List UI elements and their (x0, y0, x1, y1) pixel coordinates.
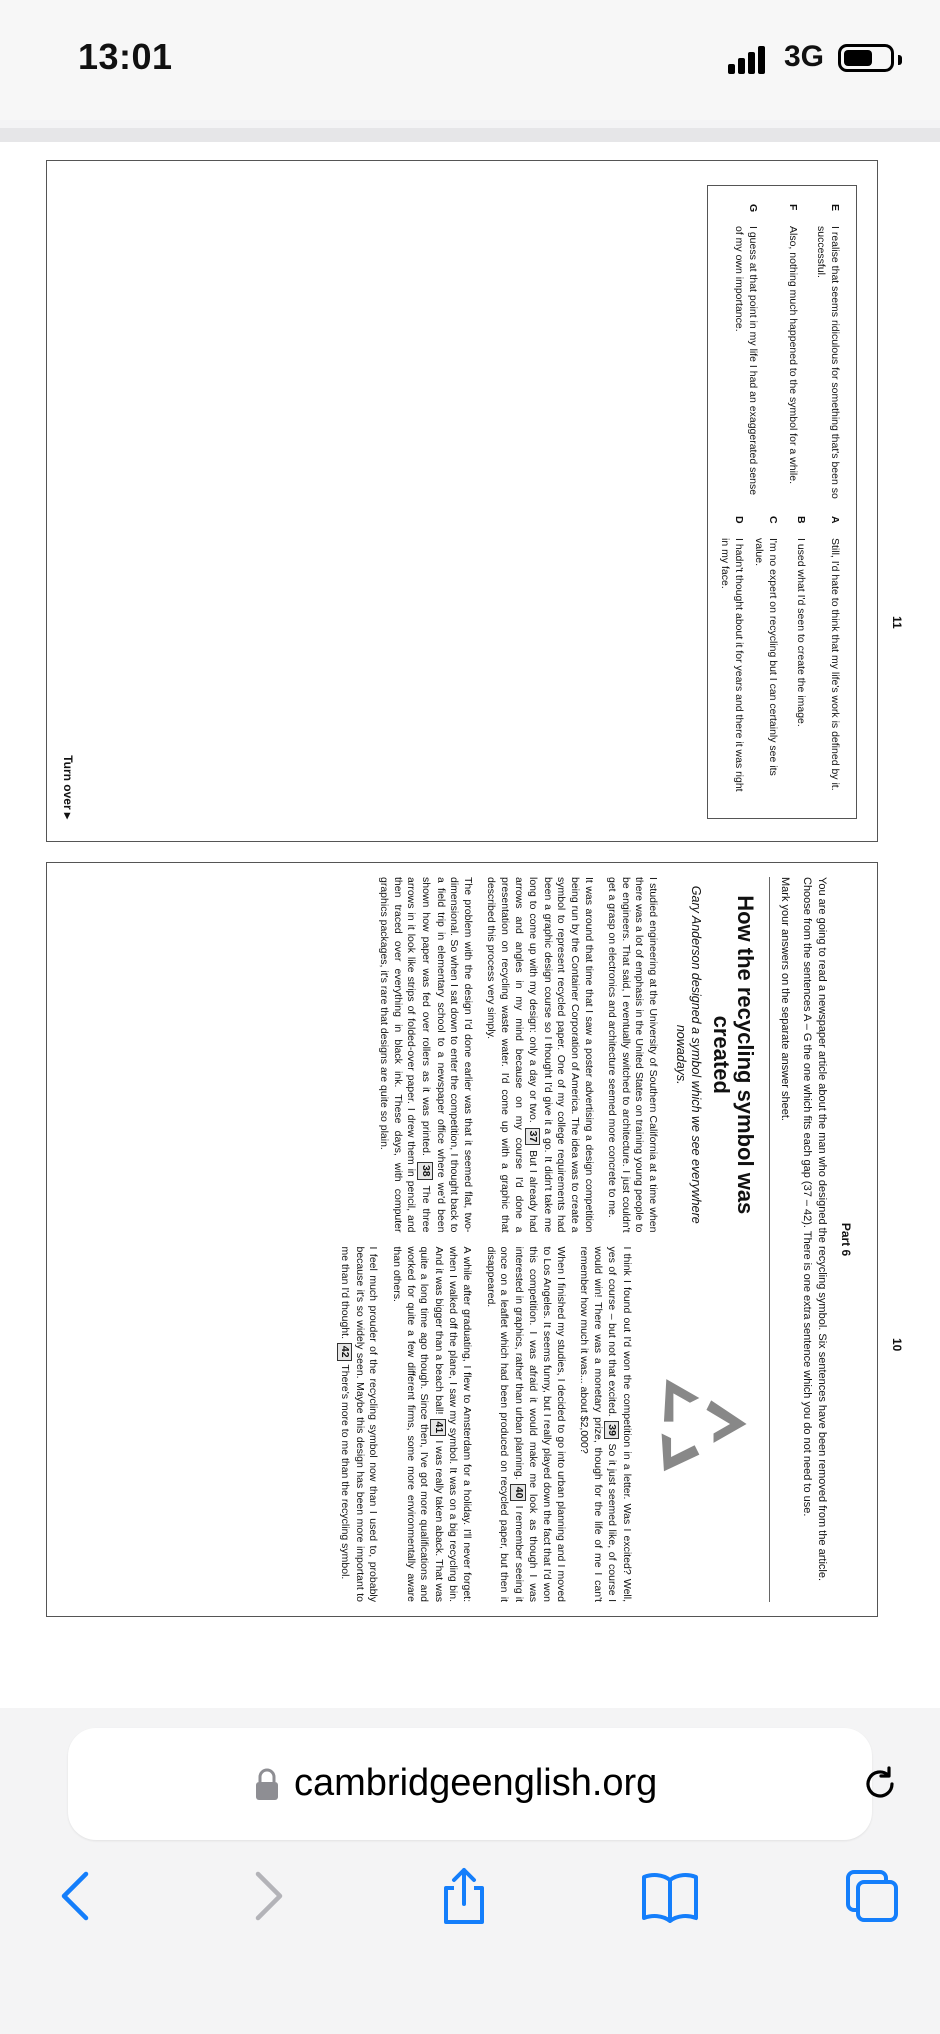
options-page (46, 160, 878, 842)
signal-icon (728, 44, 768, 74)
gap-39: 39 (604, 1421, 620, 1439)
paragraph: I think I found out I'd won the competition in a letter. Was I excited? Well, yes of course – but not that excited. 39 So it just seemed like, of course I would win! There was a monetary prize, though for the life of me I can't remember how much it was... about $2,000? (578, 1246, 633, 1603)
article-body (327, 877, 761, 1602)
url-text[interactable]: cambridgeenglish.org (294, 1762, 658, 1804)
article-page (46, 862, 878, 1617)
article-column-1 (327, 877, 761, 1233)
instructions: You are going to read a newspaper article about the man who designed the recycling symbol. Six sentences have been removed from the article. Choose from the sentences A – G the one which fits each gap (37 – 42). There is one extra sentence which you do not need to use. (801, 877, 828, 1582)
gap-42: 42 (337, 1343, 353, 1361)
back-chevron-icon[interactable] (48, 1866, 108, 1926)
recycling-symbol-icon (638, 1365, 756, 1483)
gap-37: 37 (525, 1128, 541, 1146)
turn-over-label: Turn over ▸ (61, 755, 75, 819)
article-header (673, 877, 761, 1233)
sentence-options-box (707, 185, 857, 819)
status-time: 13:01 (78, 36, 173, 77)
paragraph: When I finished my studies, I decided to go into urban planning and I moved to Los Angeles. It seems funny, but I really played down the fact that I'd won this competition. I was afraid it would make me look as though I was interested in graphics, rather than urban planning. 40 I remember seeing it once on a leaflet which had been produced on recycled paper, but then it disappeared. (484, 1246, 567, 1603)
logo-area (633, 1247, 761, 1603)
paragraph: I feel much prouder of the recycling symbol now than I used to, probably because it's so widely seen. Maybe this design has been more important to me than I'd thought. 42 There's more to me than the recycling symbol. (337, 1247, 380, 1603)
status-bar (0, 0, 940, 120)
network-type: 3G (784, 40, 825, 73)
forward-chevron-icon[interactable] (236, 1866, 296, 1926)
paragraph: I studied engineering at the University of Southern California at a time when there was a lot of emphasis in the United States on training young people to be engineers. That said, I eventually switched to architecture. I just couldn't get a grasp on electronics and architecture seemed more concrete to me. (606, 877, 659, 1233)
address-bar[interactable] (68, 1728, 872, 1840)
article-byline: Gary Anderson designed a symbol which we see everywhere nowadays. (674, 885, 703, 1224)
exam-page-spread (0, 142, 940, 1708)
option-b: B I used what I'd seen to create the image. (795, 516, 807, 727)
article-title: How the recycling symbol was created (709, 895, 758, 1215)
article-column-2 (327, 1247, 761, 1603)
share-icon[interactable] (434, 1866, 494, 1926)
option-a: A Still, I'd hate to think that my life's work is defined by it. (829, 516, 841, 791)
gap-40: 40 (510, 1484, 526, 1502)
paragraph: A while after graduating, I flew to Amsterdam for a holiday. I'll never forget: when I walked off the plane, I saw my symbol. It was on a big recycling bin. And it was bigger than a beach ball! 41 I was really taken aback. That was quite a long time ago though. Since then, I've got more qualifications and worked for quite a few different firms, some more environmentally aware than others. (391, 1246, 474, 1602)
paragraph: It was around that time that I saw a poster advertising a design competition being run by the Container Corporation of America. The idea was to create a symbol to represent recycled paper. One of my college requirements had been a graphic design course so I thought I'd give it a go. It didn't take me long to come up with my design: only a day or two. 37 But I already had arrows and angles in my mind because on my course I'd done a presentation on recycling waste water. I'd come up with a graphic that described this process very simply. (485, 877, 595, 1233)
paragraph: The problem with the design I'd done earlier was that it seemed flat, two-dimensional. So when I sat down to enter the competition, I thought back to a field trip in elementary school to a newspaper office where we'd been shown how paper was fed over rollers as it was printed. 38 The three arrows in it look like strips of folded-over paper. I drew them in pencil, and then traced over everything in black ink. These days, with computer graphics packages, it's rare that designs are quite so plain. (378, 877, 474, 1233)
option-g: G I guess at that point in my life I had an exaggerated sense of my own importance. (733, 204, 759, 496)
reload-icon[interactable] (858, 1762, 902, 1806)
part-heading: Part 6 (839, 1222, 853, 1257)
page-number-left: 10 (890, 1338, 904, 1352)
gap-41: 41 (430, 1419, 446, 1437)
gap-38: 38 (418, 1162, 434, 1180)
page-number-right: 11 (890, 616, 904, 629)
battery-icon (838, 44, 894, 72)
tabs-icon[interactable] (842, 1866, 902, 1926)
option-e: E I realise that seems ridiculous for something that's been so successful. (815, 204, 841, 499)
answer-instructions: Mark your answers on the separate answer sheet. (779, 877, 791, 1121)
bookmarks-icon[interactable] (640, 1866, 700, 1926)
option-f: F Also, nothing much happened to the symbol for a while. (787, 204, 799, 484)
lock-icon (254, 1768, 280, 1802)
option-c: C I'm no expert on recycling but I can certainly see its value. (753, 516, 779, 776)
option-d: D I hadn't thought about it for years and there it was right in my face. (719, 516, 745, 792)
